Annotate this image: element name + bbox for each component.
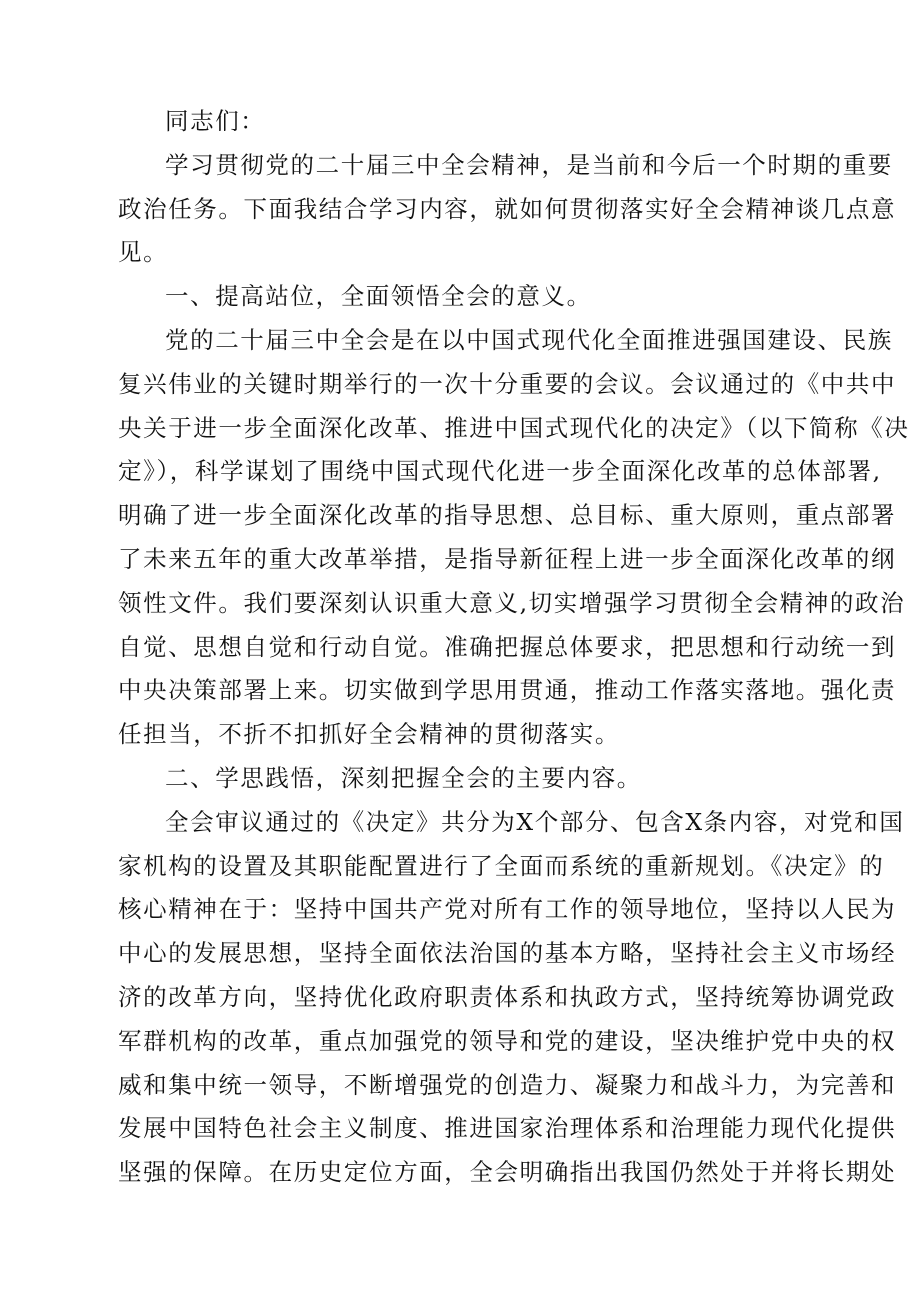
paragraph-line: 家机构的设置及其职能配置进行了全面而系统的重新规划。《决定》的 (118, 851, 885, 880)
paragraph-line: 学习贯彻党的二十届三中全会精神，是当前和今后一个时期的重要 (165, 150, 893, 179)
paragraph-line: 自觉、思想自觉和行动自觉。准确把握总体要求，把思想和行动统一到 (118, 632, 897, 661)
paragraph-line: 坚强的保障。在历史定位方面，全会明确指出我国仍然处于并将长期处 (118, 1158, 897, 1187)
paragraph-line: 中心的发展思想，坚持全面依法治国的基本方略，坚持社会主义市场经 (118, 939, 897, 968)
paragraph-line: 济的改革方向，坚持优化政府职责体系和执政方式，坚持统筹协调党政 (118, 982, 897, 1011)
salutation: 同志们： (165, 107, 266, 135)
section-heading: 一、提高站位，全面领悟全会的意义。 (165, 282, 592, 311)
paragraph-line: 了未来五年的重大改革举措，是指导新征程上进一步全面深化改革的纲 (118, 544, 897, 573)
paragraph-line: 央关于进一步全面深化改革、推进中国式现代化的决定》（以下简称《决 (118, 413, 910, 442)
paragraph-line: 全会审议通过的《决定》共分为X个部分、包含X条内容，对党和国 (165, 807, 905, 836)
paragraph-line: 中央决策部署上来。切实做到学思用贯通，推动工作落实落地。强化责 (118, 676, 897, 705)
paragraph-line: 任担当，不折不扣抓好全会精神的贯彻落实。 (118, 720, 620, 749)
paragraph-line: 政治任务。下面我结合学习内容，就如何贯彻落实好全会精神谈几点意 (118, 194, 897, 223)
paragraph-line: 党的二十届三中全会是在以中国式现代化全面推进强国建设、民族 (165, 325, 893, 354)
paragraph-line: 定》），科学谋划了围绕中国式现代化进一步全面深化改革的总体部署, (118, 457, 882, 486)
document-body (118, 100, 910, 1195)
paragraph-line: 威和集中统一领导，不断增强党的创造力、凝聚力和战斗力，为完善和 (118, 1070, 897, 1099)
paragraph-line: 见。 (118, 238, 169, 267)
paragraph-line: 发展中国特色社会主义制度、推进国家治理体系和治理能力现代化提供 (118, 1114, 897, 1143)
section-heading: 二、学思践悟，深刻把握全会的主要内容。 (165, 763, 642, 792)
paragraph-line: 军群机构的改革，重点加强党的领导和党的建设，坚决维护党中央的权 (118, 1026, 897, 1055)
paragraph-line: 领性文件。我们要深刻认识重大意义,切实增强学习贯彻全会精神的政治 (118, 588, 906, 617)
paragraph-line: 明确了进一步全面深化改革的指导思想、总目标、重大原则，重点部署 (118, 501, 897, 530)
paragraph-line: 核心精神在于：坚持中国共产党对所有工作的领导地位，坚持以人民为 (118, 895, 897, 924)
paragraph-line: 复兴伟业的关键时期举行的一次十分重要的会议。会议通过的《中共中 (118, 369, 897, 398)
